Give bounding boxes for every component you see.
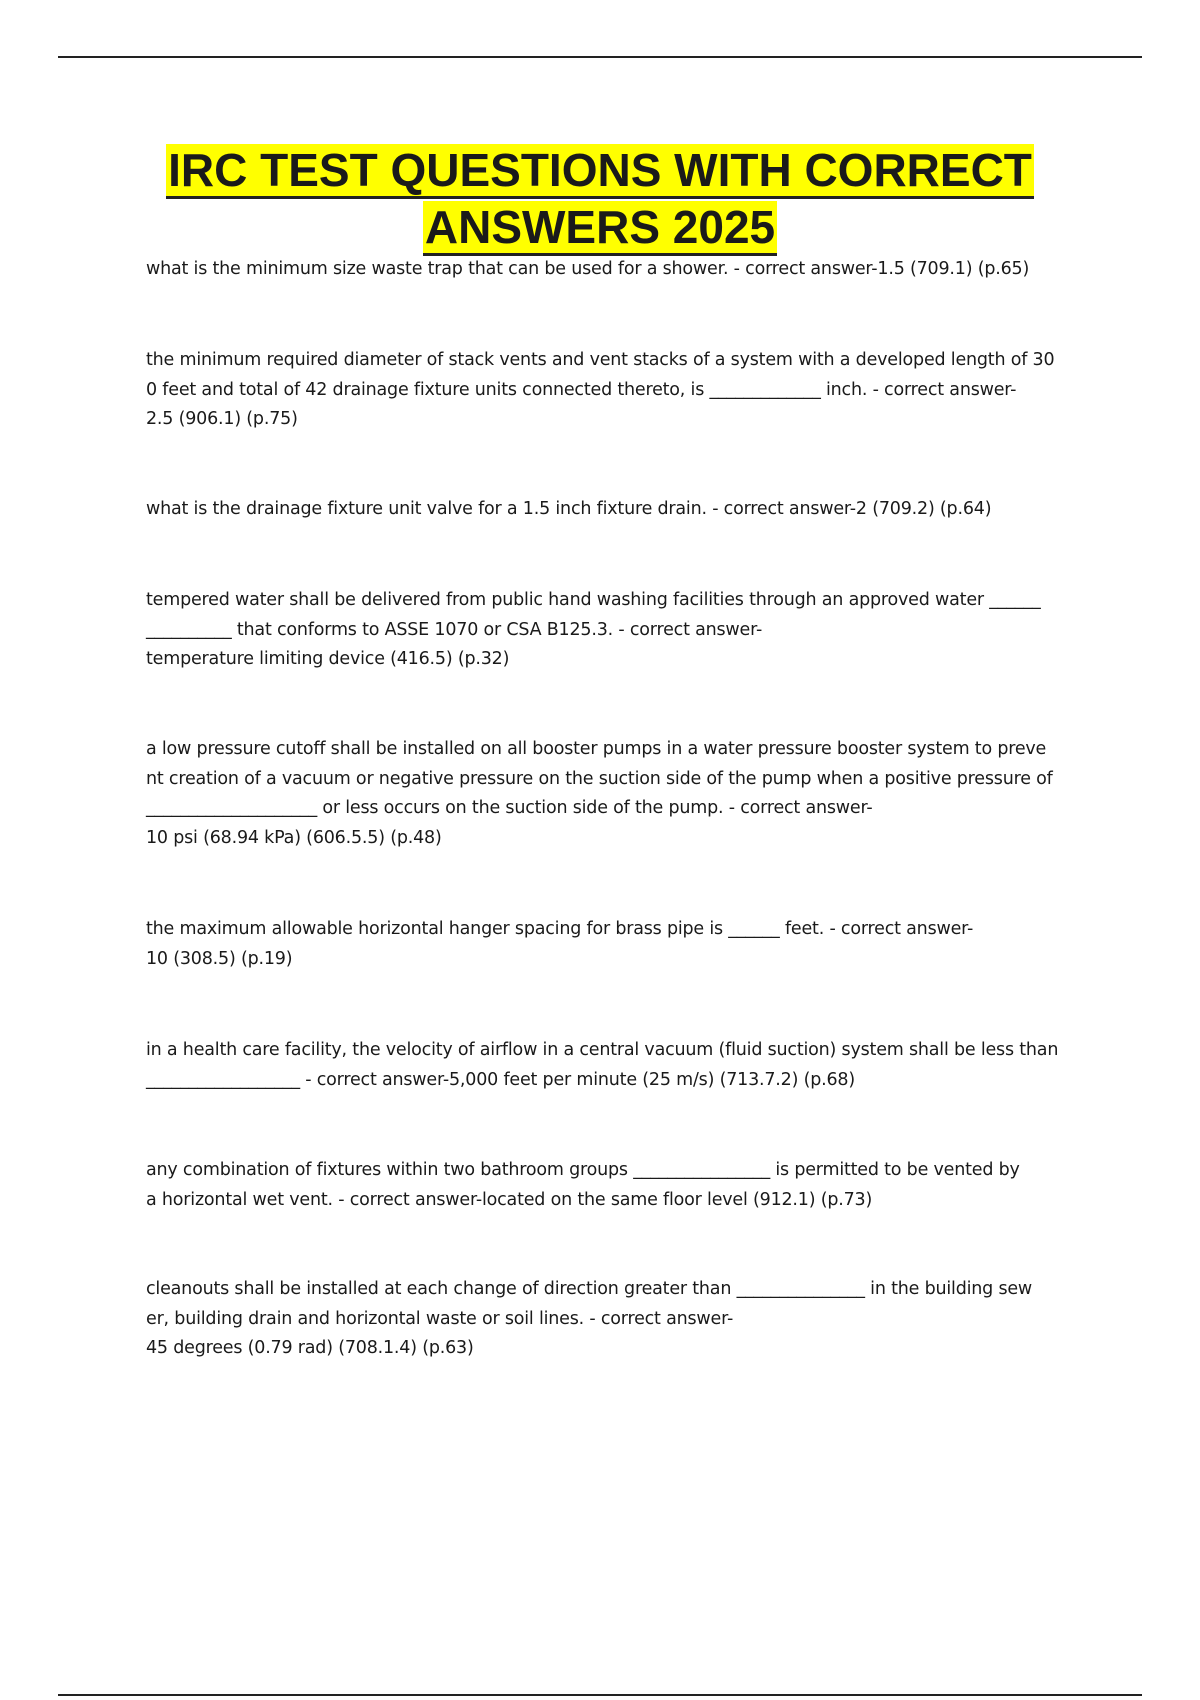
qa-item-4: tempered water shall be delivered from public hand washing facilities through an approved water ______ __________ that conforms to ASSE 1070 or CSA B125.3. - correct answer- temperature limiting device (416.5) (p.32) [146, 590, 1041, 669]
title-line-2: ANSWERS 2025 [423, 201, 777, 256]
qa-item-7: in a health care facility, the velocity of airflow in a central vacuum (fluid suction) system shall be less than __________________ - correct answer-5,000 feet per minute (25 m/s) (713.7.2) (p.68) [146, 1040, 1059, 1090]
title-line-1: IRC TEST QUESTIONS WITH CORRECT [166, 144, 1034, 199]
qa-item-5: a low pressure cutoff shall be installed on all booster pumps in a water pressure booster system to preve nt creation of a vacuum or negative pressure on the suction side of the pump when a positive pressure of ____________________ or less occurs on the suction side of the pump. - correct answer- 10 psi (68.94 kPa) (606.5.5) (p.48) [146, 739, 1053, 848]
qa-item-2: the minimum required diameter of stack vents and vent stacks of a system with a developed length of 30 0 feet and total of 42 drainage fixture units connected thereto, is _____________ inch. - correct answer- 2.5 (906.1) (p.75) [146, 350, 1055, 429]
qa-item-9: cleanouts shall be installed at each change of direction greater than _______________ in the building sew er, building drain and horizontal waste or soil lines. - correct answer- 45 degrees (0.79 rad) (708.1.4) (p.63) [146, 1279, 1033, 1358]
qa-item-6: the maximum allowable horizontal hanger spacing for brass pipe is ______ feet. - correct answer- 10 (308.5) (p.19) [146, 919, 974, 969]
qa-item-1: what is the minimum size waste trap that can be used for a shower. - correct answer-1.5 (709.1) (p.65) [146, 259, 1030, 279]
bottom-rule [58, 1694, 1142, 1696]
top-rule [58, 56, 1142, 58]
qa-item-8: any combination of fixtures within two bathroom groups ________________ is permitted to be vented by a horizontal wet vent. - correct answer-located on the same floor level (912.1) (p.73) [146, 1160, 1020, 1210]
document-title [60, 142, 1140, 256]
qa-item-3: what is the drainage fixture unit valve for a 1.5 inch fixture drain. - correct answer-2 (709.2) (p.64) [146, 499, 992, 519]
